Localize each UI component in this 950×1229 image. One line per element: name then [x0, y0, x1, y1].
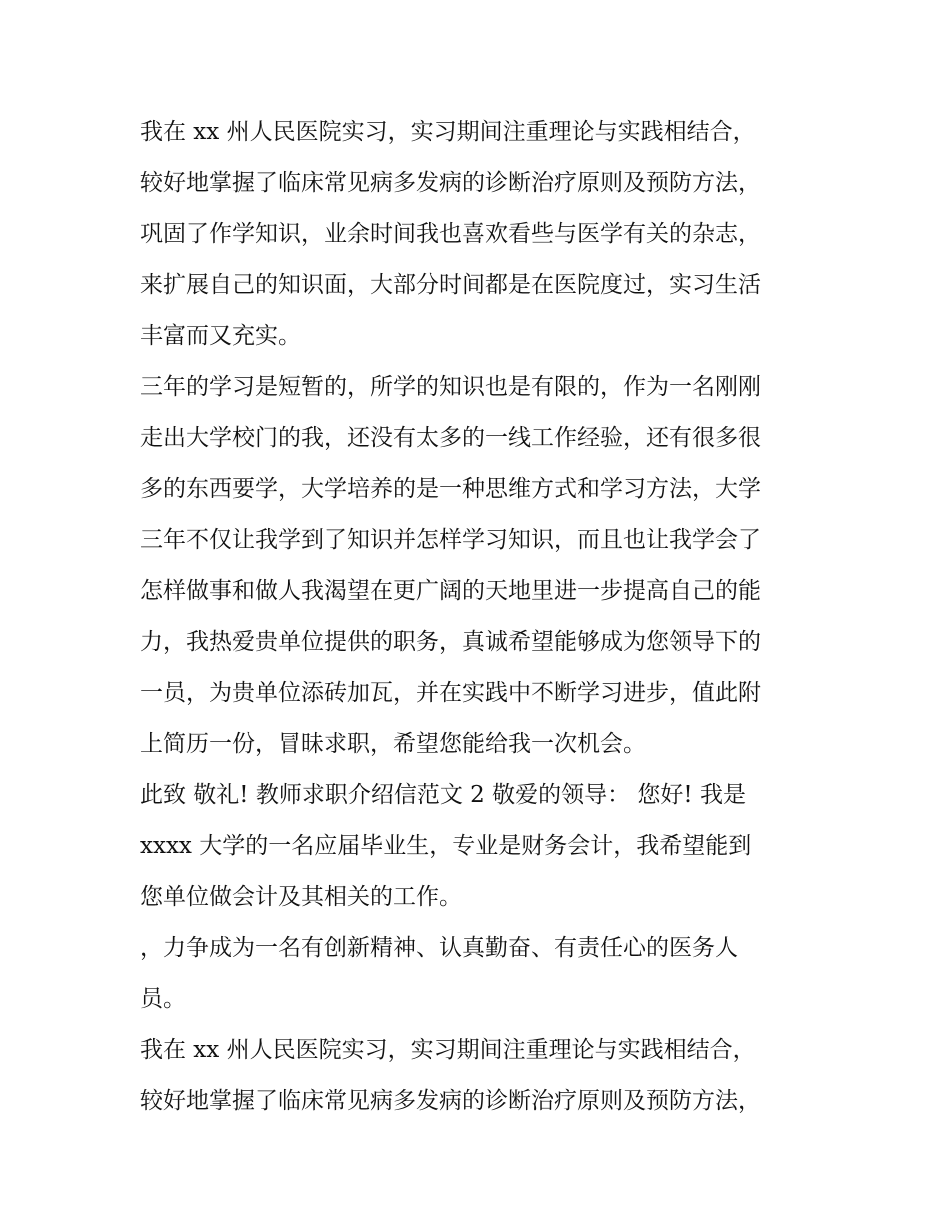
text-line: 一员，为贵单位添砖加瓦，并在实践中不断学习进步，值此附: [140, 680, 761, 706]
text-line: xxxx 大学的一名应届毕业生，专业是财务会计，我希望能到: [140, 833, 752, 859]
text-line: 巩固了作学知识，业余时间我也喜欢看些与医学有关的杂志，: [140, 221, 761, 247]
text-line: 员。: [140, 986, 186, 1012]
text-line: 较好地掌握了临床常见病多发病的诊断治疗原则及预防方法，: [140, 170, 761, 196]
text-line: 三年的学习是短暂的，所学的知识也是有限的，作为一名刚刚: [140, 374, 761, 400]
text-line: 您单位做会计及其相关的工作。: [140, 884, 462, 910]
document-body: [140, 107, 820, 1127]
text-line: 此致 敬礼! 教师求职介绍信范文 2 敬爱的领导： 您好! 我是: [140, 782, 746, 808]
text-line: 丰富而又充实。: [140, 323, 301, 349]
text-line: 来扩展自己的知识面，大部分时间都是在医院度过，实习生活: [140, 272, 761, 298]
text-line: ，力争成为一名有创新精神、认真勤奋、有责任心的医务人: [140, 935, 738, 961]
text-line: 较好地掌握了临床常见病多发病的诊断治疗原则及预防方法，: [140, 1088, 761, 1114]
text-line: 我在 xx 州人民医院实习，实习期间注重理论与实践相结合，: [140, 119, 756, 145]
text-line: 多的东西要学，大学培养的是一种思维方式和学习方法，大学: [140, 476, 761, 502]
text-line: 怎样做事和做人我渴望在更广阔的天地里进一步提高自己的能: [140, 578, 761, 604]
text-line: 三年不仅让我学到了知识并怎样学习知识，而且也让我学会了: [140, 527, 761, 553]
text-line: 上简历一份，冒昧求职，希望您能给我一次机会。: [140, 731, 646, 757]
text-line: 力，我热爱贵单位提供的职务，真诚希望能够成为您领导下的: [140, 629, 761, 655]
text-line: 走出大学校门的我，还没有太多的一线工作经验，还有很多很: [140, 425, 761, 451]
text-line: 我在 xx 州人民医院实习，实习期间注重理论与实践相结合，: [140, 1037, 756, 1063]
